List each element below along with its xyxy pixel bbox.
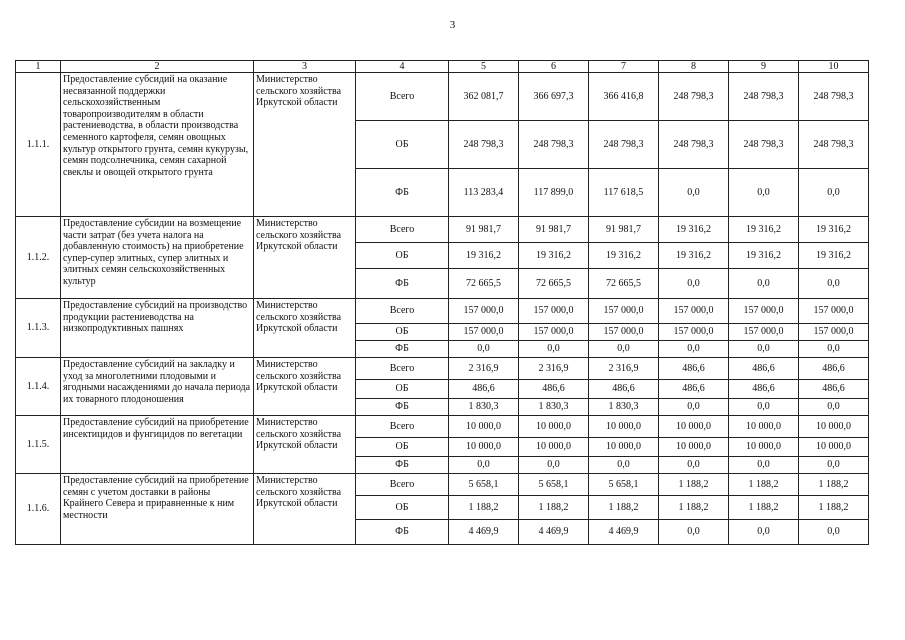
item-number: 1.1.2. <box>16 217 61 299</box>
amount-cell: 1 188,2 <box>449 496 519 520</box>
column-header: 4 <box>356 61 449 73</box>
amount-cell: 5 658,1 <box>589 474 659 496</box>
amount-cell: 5 658,1 <box>449 474 519 496</box>
amount-cell: 0,0 <box>519 341 589 358</box>
amount-cell: 248 798,3 <box>729 121 799 169</box>
amount-cell: 2 316,9 <box>449 358 519 380</box>
funding-source: ФБ <box>356 520 449 545</box>
amount-cell: 486,6 <box>659 358 729 380</box>
amount-cell: 248 798,3 <box>589 121 659 169</box>
funding-source: ОБ <box>356 324 449 341</box>
amount-cell: 0,0 <box>729 457 799 474</box>
amount-cell: 1 188,2 <box>799 496 869 520</box>
funding-source: Всего <box>356 474 449 496</box>
amount-cell: 0,0 <box>589 341 659 358</box>
amount-cell: 1 830,3 <box>519 399 589 416</box>
amount-cell: 10 000,0 <box>659 416 729 438</box>
amount-cell: 248 798,3 <box>729 73 799 121</box>
item-description: Предоставление субсидии на возмещение части затрат (без учета налога на добавленную стоимость) на приобретение супер-супер элитных, супер элитных и элитных семян сельскохозяйственных культур <box>61 217 254 299</box>
amount-cell: 248 798,3 <box>659 73 729 121</box>
amount-cell: 1 188,2 <box>729 496 799 520</box>
amount-cell: 157 000,0 <box>519 324 589 341</box>
amount-cell: 1 188,2 <box>659 474 729 496</box>
item-description: Предоставление субсидий на приобретение семян с учетом доставки в районы Крайнего Севера и приравненные к ним местности <box>61 474 254 545</box>
amount-cell: 0,0 <box>449 457 519 474</box>
amount-cell: 248 798,3 <box>519 121 589 169</box>
funding-source: Всего <box>356 299 449 324</box>
amount-cell: 10 000,0 <box>729 438 799 457</box>
amount-cell: 157 000,0 <box>449 299 519 324</box>
amount-cell: 4 469,9 <box>519 520 589 545</box>
item-number: 1.1.6. <box>16 474 61 545</box>
funding-source: ФБ <box>356 269 449 299</box>
amount-cell: 10 000,0 <box>519 438 589 457</box>
amount-cell: 486,6 <box>729 358 799 380</box>
amount-cell: 157 000,0 <box>729 324 799 341</box>
amount-cell: 19 316,2 <box>729 243 799 269</box>
item-description: Предоставление субсидий на производство продукции растениеводства на низкопродуктивных пашнях <box>61 299 254 358</box>
column-header: 3 <box>254 61 356 73</box>
funding-source: Всего <box>356 217 449 243</box>
amount-cell: 157 000,0 <box>659 324 729 341</box>
table-body <box>16 73 869 545</box>
column-header: 6 <box>519 61 589 73</box>
amount-cell: 91 981,7 <box>589 217 659 243</box>
funding-source: ОБ <box>356 121 449 169</box>
amount-cell: 157 000,0 <box>729 299 799 324</box>
amount-cell: 486,6 <box>589 380 659 399</box>
amount-cell: 486,6 <box>799 380 869 399</box>
amount-cell: 366 416,8 <box>589 73 659 121</box>
amount-cell: 157 000,0 <box>589 299 659 324</box>
amount-cell: 486,6 <box>729 380 799 399</box>
item-description: Предоставление субсидий на оказание несвязанной поддержки сельскохозяйственным товаропроизводителям в области растениеводства, в области производства семенного картофеля, семян овощных культур открытого грунта, семян кукурузы, семян подсолнечника, семян сахарной свеклы и овощей открытого грунта <box>61 73 254 217</box>
funding-source: ОБ <box>356 380 449 399</box>
funding-source: ОБ <box>356 243 449 269</box>
amount-cell: 4 469,9 <box>589 520 659 545</box>
amount-cell: 72 665,5 <box>449 269 519 299</box>
amount-cell: 486,6 <box>519 380 589 399</box>
responsible-ministry: Министерство сельского хозяйства Иркутской области <box>254 217 356 299</box>
column-header: 10 <box>799 61 869 73</box>
page-number: 3 <box>449 19 456 31</box>
responsible-ministry: Министерство сельского хозяйства Иркутской области <box>254 474 356 545</box>
amount-cell: 10 000,0 <box>589 438 659 457</box>
amount-cell: 0,0 <box>729 269 799 299</box>
column-header: 9 <box>729 61 799 73</box>
amount-cell: 0,0 <box>659 457 729 474</box>
funding-source: Всего <box>356 416 449 438</box>
amount-cell: 0,0 <box>659 169 729 217</box>
amount-cell: 0,0 <box>729 341 799 358</box>
amount-cell: 4 469,9 <box>449 520 519 545</box>
amount-cell: 248 798,3 <box>659 121 729 169</box>
table-row <box>16 358 869 380</box>
amount-cell: 0,0 <box>799 169 869 217</box>
amount-cell: 117 899,0 <box>519 169 589 217</box>
item-number: 1.1.4. <box>16 358 61 416</box>
item-description: Предоставление субсидий на закладку и уход за многолетними плодовыми и ягодными насаждениями до начала периода их товарного плодоношения <box>61 358 254 416</box>
amount-cell: 1 188,2 <box>589 496 659 520</box>
amount-cell: 486,6 <box>799 358 869 380</box>
item-number: 1.1.1. <box>16 73 61 217</box>
amount-cell: 0,0 <box>519 457 589 474</box>
column-header: 5 <box>449 61 519 73</box>
responsible-ministry: Министерство сельского хозяйства Иркутской области <box>254 299 356 358</box>
amount-cell: 117 618,5 <box>589 169 659 217</box>
amount-cell: 0,0 <box>729 520 799 545</box>
amount-cell: 0,0 <box>659 269 729 299</box>
amount-cell: 2 316,9 <box>589 358 659 380</box>
amount-cell: 72 665,5 <box>589 269 659 299</box>
amount-cell: 0,0 <box>799 269 869 299</box>
amount-cell: 0,0 <box>729 169 799 217</box>
amount-cell: 0,0 <box>659 399 729 416</box>
amount-cell: 10 000,0 <box>519 416 589 438</box>
amount-cell: 362 081,7 <box>449 73 519 121</box>
table-row <box>16 217 869 243</box>
amount-cell: 0,0 <box>799 457 869 474</box>
amount-cell: 0,0 <box>799 341 869 358</box>
table-row <box>16 474 869 496</box>
amount-cell: 157 000,0 <box>659 299 729 324</box>
amount-cell: 10 000,0 <box>729 416 799 438</box>
amount-cell: 1 188,2 <box>729 474 799 496</box>
column-header: 7 <box>589 61 659 73</box>
responsible-ministry: Министерство сельского хозяйства Иркутской области <box>254 416 356 474</box>
amount-cell: 19 316,2 <box>519 243 589 269</box>
amount-cell: 1 830,3 <box>589 399 659 416</box>
amount-cell: 19 316,2 <box>799 243 869 269</box>
amount-cell: 0,0 <box>449 341 519 358</box>
amount-cell: 0,0 <box>799 520 869 545</box>
amount-cell: 486,6 <box>659 380 729 399</box>
amount-cell: 5 658,1 <box>519 474 589 496</box>
funding-source: ФБ <box>356 399 449 416</box>
amount-cell: 1 188,2 <box>519 496 589 520</box>
amount-cell: 157 000,0 <box>519 299 589 324</box>
amount-cell: 2 316,9 <box>519 358 589 380</box>
amount-cell: 91 981,7 <box>449 217 519 243</box>
funding-source: Всего <box>356 358 449 380</box>
amount-cell: 19 316,2 <box>659 217 729 243</box>
amount-cell: 248 798,3 <box>799 121 869 169</box>
amount-cell: 113 283,4 <box>449 169 519 217</box>
item-description: Предоставление субсидий на приобретение инсектицидов и фунгицидов по вегетации <box>61 416 254 474</box>
amount-cell: 19 316,2 <box>729 217 799 243</box>
item-number: 1.1.3. <box>16 299 61 358</box>
amount-cell: 10 000,0 <box>449 416 519 438</box>
column-header: 8 <box>659 61 729 73</box>
responsible-ministry: Министерство сельского хозяйства Иркутской области <box>254 358 356 416</box>
funding-source: ФБ <box>356 457 449 474</box>
amount-cell: 10 000,0 <box>799 438 869 457</box>
funding-source: ФБ <box>356 169 449 217</box>
responsible-ministry: Министерство сельского хозяйства Иркутской области <box>254 73 356 217</box>
amount-cell: 72 665,5 <box>519 269 589 299</box>
budget-table <box>15 60 869 545</box>
funding-source: Всего <box>356 73 449 121</box>
table-row <box>16 299 869 324</box>
amount-cell: 19 316,2 <box>659 243 729 269</box>
amount-cell: 157 000,0 <box>799 324 869 341</box>
funding-source: ОБ <box>356 496 449 520</box>
amount-cell: 10 000,0 <box>589 416 659 438</box>
amount-cell: 0,0 <box>659 341 729 358</box>
item-number: 1.1.5. <box>16 416 61 474</box>
table-row <box>16 416 869 438</box>
amount-cell: 10 000,0 <box>659 438 729 457</box>
amount-cell: 157 000,0 <box>589 324 659 341</box>
amount-cell: 91 981,7 <box>519 217 589 243</box>
amount-cell: 1 188,2 <box>659 496 729 520</box>
funding-source: ОБ <box>356 438 449 457</box>
column-number-row <box>16 61 869 73</box>
amount-cell: 486,6 <box>449 380 519 399</box>
funding-source: ФБ <box>356 341 449 358</box>
amount-cell: 157 000,0 <box>799 299 869 324</box>
amount-cell: 0,0 <box>589 457 659 474</box>
amount-cell: 10 000,0 <box>799 416 869 438</box>
amount-cell: 248 798,3 <box>799 73 869 121</box>
amount-cell: 1 830,3 <box>449 399 519 416</box>
amount-cell: 19 316,2 <box>799 217 869 243</box>
amount-cell: 0,0 <box>799 399 869 416</box>
amount-cell: 19 316,2 <box>589 243 659 269</box>
amount-cell: 157 000,0 <box>449 324 519 341</box>
amount-cell: 366 697,3 <box>519 73 589 121</box>
table-row <box>16 73 869 121</box>
amount-cell: 19 316,2 <box>449 243 519 269</box>
column-header: 1 <box>16 61 61 73</box>
amount-cell: 10 000,0 <box>449 438 519 457</box>
amount-cell: 0,0 <box>729 399 799 416</box>
amount-cell: 1 188,2 <box>799 474 869 496</box>
amount-cell: 248 798,3 <box>449 121 519 169</box>
column-header: 2 <box>61 61 254 73</box>
amount-cell: 0,0 <box>659 520 729 545</box>
